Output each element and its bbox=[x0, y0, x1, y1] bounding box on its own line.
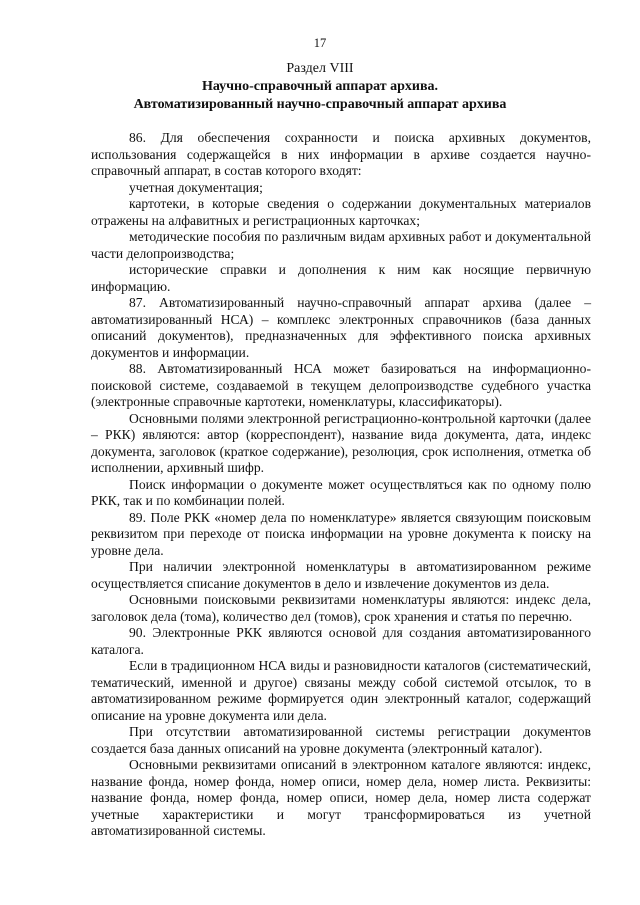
heading-line: Автоматизированный научно-справочный аппарат архива bbox=[133, 96, 507, 112]
list-item: исторические справки и дополнения к ним как носящие первичную информацию. bbox=[91, 262, 591, 294]
paragraph: Если в традиционном НСА виды и разновидности каталогов (систематический, тематический, именной и другое) связаны между собой системой отсылок, то в автоматизированном режиме формируется один электронный каталог, содержащий описание на уровне документа или дела. bbox=[91, 658, 591, 723]
paragraph-87: 87. Автоматизированный научно-справочный аппарат архива (далее – автоматизированный НСА) – комплекс электронных справочников (база данных описаний документов), предназначенных для эффективного поиска архивных документов и информации. bbox=[91, 295, 591, 360]
list-item: картотеки, в которые сведения о содержании документальных материалов отражены на алфавитных и регистрационных карточках; bbox=[91, 196, 591, 228]
paragraph: Основными поисковыми реквизитами номенклатуры являются: индекс дела, заголовок дела (тома), количество дел (томов), срок хранения и статья по перечню. bbox=[91, 592, 591, 624]
paragraph-89: 89. Поле РКК «номер дела по номенклатуре» является связующим поисковым реквизитом при переходе от поиска информации на уровне документа к поиску на уровне дела. bbox=[91, 509, 591, 558]
paragraph: Основными реквизитами описаний в электронном каталоге являются: индекс, название фонда, номер фонда, номер описи, номер дела, номер листа. Реквизиты: название фонда, номер фонда, номер описи, номер дела, номер листа содержат учетные характеристики и могут трансформироваться из учетной автоматизированной системы. bbox=[91, 757, 591, 838]
section-heading bbox=[0, 78, 640, 113]
section-title: Раздел VIII bbox=[286, 61, 354, 76]
paragraph-88: 88. Автоматизированный НСА может базироваться на информационно-поисковой системе, создаваемой в текущем делопроизводстве судебного участка (электронные справочные картотеки, номенклатуры, классификаторы). bbox=[91, 361, 591, 409]
heading-line: Научно-справочный аппарат архива. bbox=[201, 79, 439, 94]
paragraph: Поиск информации о документе может осуществляться как по одному полю РКК, так и по комбинации полей. bbox=[91, 476, 591, 508]
paragraph: Основными полями электронной регистрационно-контрольной карточки (далее – РКК) являются: автор (корреспондент), название вида документа, дата, индекс документа, заголовок (краткое содержание), резолюция, срок исполнения, отметка об исполнении, архивный шифр. bbox=[91, 410, 591, 475]
page-number: 17 bbox=[313, 36, 327, 50]
list-item: методические пособия по различным видам архивных работ и документальной части делопроизводства; bbox=[91, 229, 591, 261]
paragraph-90: 90. Электронные РКК являются основой для создания автоматизированного каталога. bbox=[91, 625, 591, 657]
paragraph-86: 86. Для обеспечения сохранности и поиска архивных документов, использования содержащейся в них информации в архиве создается научно-справочный аппарат, в состав которого входят: bbox=[91, 130, 591, 178]
list-item: учетная документация; bbox=[129, 179, 263, 195]
paragraph: При наличии электронной номенклатуры в автоматизированном режиме осуществляется списание документов в дело и извлечение документов из дела. bbox=[91, 559, 591, 591]
body-text bbox=[91, 130, 591, 840]
paragraph: При отсутствии автоматизированной системы регистрации документов создается база данных описаний на уровне документа (электронный каталог). bbox=[91, 724, 591, 756]
